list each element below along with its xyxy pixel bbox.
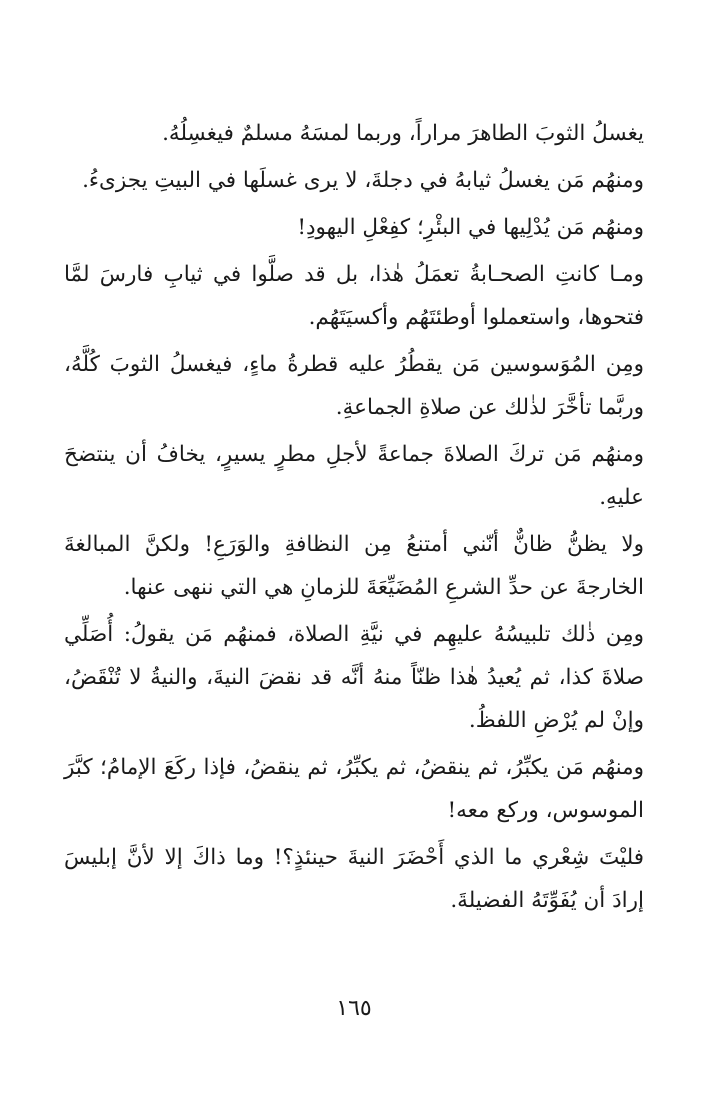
paragraph: ومِن المُوَسوسين مَن يقطُرُ عليه قطرةُ ماءٍ، فيغسلُ الثوبَ كُلَّهُ، وربَّما تأخَّرَ لذٰلك عن صلاةِ الجماعةِ. — [64, 352, 644, 420]
page-text-block — [64, 112, 644, 922]
paragraph: ولا يظنُّ ظانٌّ أنّني أمتنعُ مِن النظافةِ والوَرَعِ! ولكنَّ المبالغةَ الخارجةَ عن حدِّ الشرعِ المُضَيِّعَةَ للزمانِ هي التي ننهى عنها. — [64, 532, 644, 600]
page-number: ١٦٥ — [336, 996, 372, 1021]
paragraph: ومنهُم مَن يكبِّرُ، ثم ينقضُ، ثم يكبِّرُ، ثم ينقضُ، فإذا ركَعَ الإمامُ؛ كبَّرَ الموسوس، وركع معه! — [64, 755, 644, 823]
paragraph: ومنهُم مَن يغسلُ ثيابهُ في دجلةَ، لا يرى غسلَها في البيتِ يجزىءُ. — [82, 168, 644, 193]
paragraph: ومـا كانتِ الصحـابةُ تعمَلُ هٰذا، بل قد صلَّوا في ثيابِ فارسَ لمَّا فتحوها، واستعملوا أوطئتَهُم وأكسيَتَهُم. — [64, 262, 644, 330]
paragraph: فليْتَ شِعْري ما الذي أَحْضَرَ النيةَ حينئذٍ؟! وما ذاكَ إلا لأنَّ إبليسَ إرادَ أن يُفَوِّتَهُ الفضيلةَ. — [64, 845, 644, 913]
paragraph: ومنهُم مَن يُدْلِيها في البئْرِ؛ كفِعْلِ اليهودِ! — [297, 215, 644, 240]
paragraph: ومِن ذٰلك تلبيسُهُ عليهِم في نيَّةِ الصلاة، فمنهُم مَن يقولُ: أُصَلِّي صلاةَ كذا، ثم يُعيدُ هٰذا ظنّاً منهُ أنَّه قد نقضَ النيةَ، والنيةُ لا تُنْقَضُ، وإنْ لم يُرْضِ اللفظُ. — [64, 622, 644, 733]
paragraph: يغسلُ الثوبَ الطاهرَ مراراً، وربما لمسَهُ مسلمٌ فيغسِلُهُ. — [162, 121, 644, 146]
paragraph: ومنهُم مَن تركَ الصلاةَ جماعةً لأجلِ مطرٍ يسيرٍ، يخافُ أن ينتضحَ عليهِ. — [64, 442, 644, 510]
